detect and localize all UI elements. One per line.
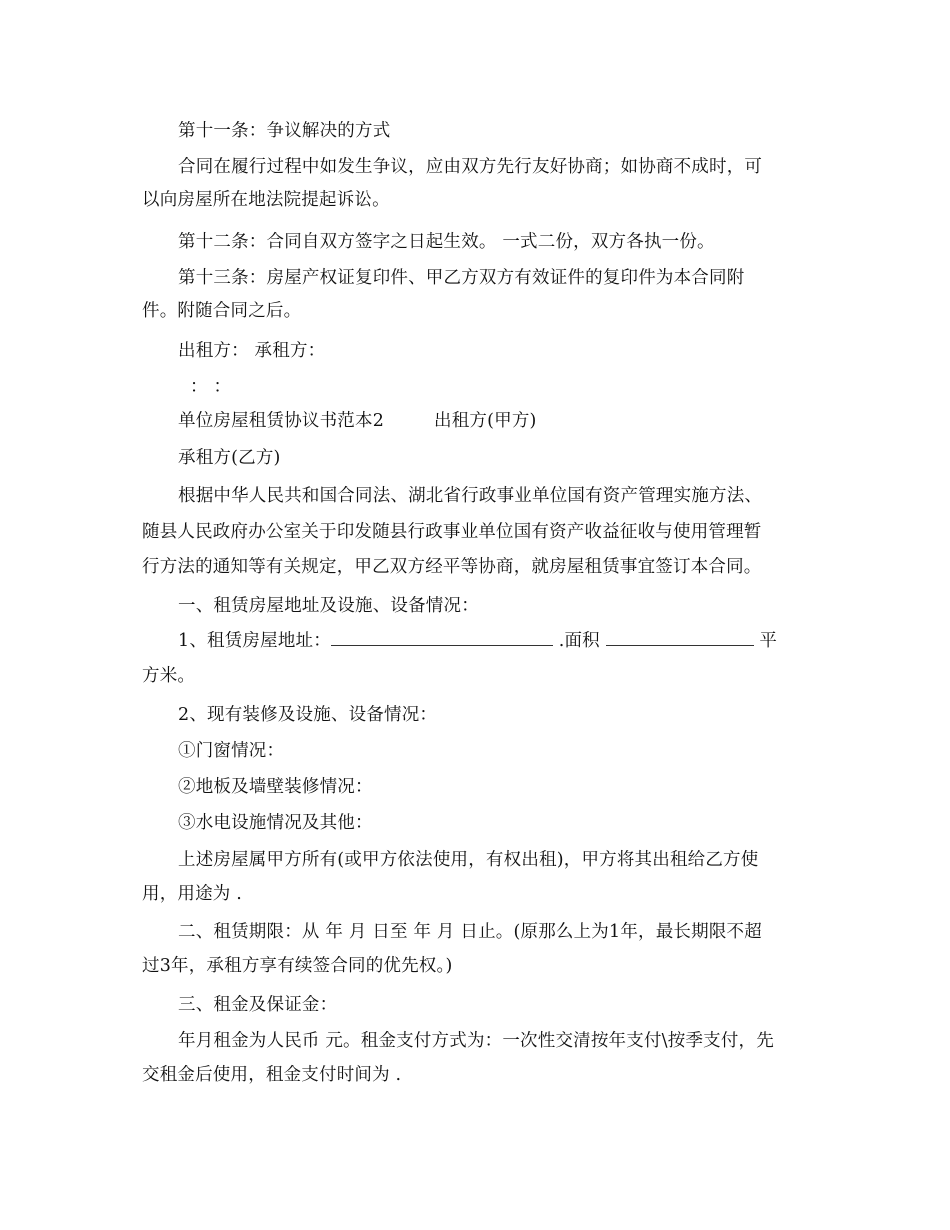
area-blank <box>606 630 754 646</box>
paragraph-line: 过3年，承租方享有续签合同的优先权。) <box>142 956 453 976</box>
paragraph-line: 用，用途为 . <box>142 884 243 904</box>
paragraph-line: 年月租金为人民币 元。租金支付方式为：一次性交清按年支付\按季支付，先 <box>178 1031 774 1051</box>
paragraph-line: 上述房屋属甲方所有(或甲方依法使用，有权出租)，甲方将其出租给乙方使 <box>178 850 759 870</box>
address-label: 1、租赁房屋地址： <box>178 631 331 651</box>
paragraph-line: 根据中华人民共和国合同法、湖北省行政事业单位国有资产管理实施方法、 <box>178 486 763 506</box>
lessee-party-b: 承租方(乙方) <box>178 448 281 468</box>
article-13: 第十三条：房屋产权证复印件、甲乙方双方有效证件的复印件为本合同附 <box>178 268 745 288</box>
signature-colons: ： ： <box>190 377 232 397</box>
item-doors-windows: ①门窗情况： <box>178 741 285 761</box>
item-floor-walls: ②地板及墙壁装修情况： <box>178 777 373 797</box>
paragraph-line: 行方法的通知等有关规定，甲乙双方经平等协商，就房屋租赁事宜签订本合同。 <box>142 557 762 577</box>
signature-labels: 出租方： 承租方： <box>178 341 326 361</box>
paragraph-line: 件。附随合同之后。 <box>142 301 302 321</box>
paragraph-line: 以向房屋所在地法院提起诉讼。 <box>142 190 390 210</box>
section-3-title: 三、租金及保证金： <box>178 995 338 1015</box>
paragraph-line: 合同在履行过程中如发生争议，应由双方先行友好协商；如协商不成时，可 <box>178 157 763 177</box>
address-blank <box>331 630 553 646</box>
section-2-term: 二、租赁期限：从 年 月 日至 年 月 日止。(原那么上为1年，最长期限不超 <box>178 922 762 942</box>
paragraph-line: 交租金后使用，租金支付时间为 . <box>142 1065 402 1085</box>
area-unit-end: 方米。 <box>142 666 196 686</box>
paragraph-line: 随县人民政府办公室关于印发随县行政事业单位国有资产收益征收与使用管理暂 <box>142 522 762 542</box>
article-11-title: 第十一条：争议解决的方式 <box>178 121 391 141</box>
lessor-party-a: 出租方(甲方) <box>434 411 537 431</box>
sample-2-title: 单位房屋租赁协议书范本2 <box>178 411 385 431</box>
address-line <box>178 630 777 652</box>
article-12: 第十二条：合同自双方签字之日起生效。 一式二份，双方各执一份。 <box>178 232 715 252</box>
item-utilities: ③水电设施情况及其他： <box>178 813 373 833</box>
section-1-title: 一、租赁房屋地址及设施、设备情况： <box>178 596 479 616</box>
item-2-title: 2、现有装修及设施、设备情况： <box>178 705 438 725</box>
area-unit-start: 平 <box>753 631 778 651</box>
area-label: .面积 <box>552 631 606 651</box>
